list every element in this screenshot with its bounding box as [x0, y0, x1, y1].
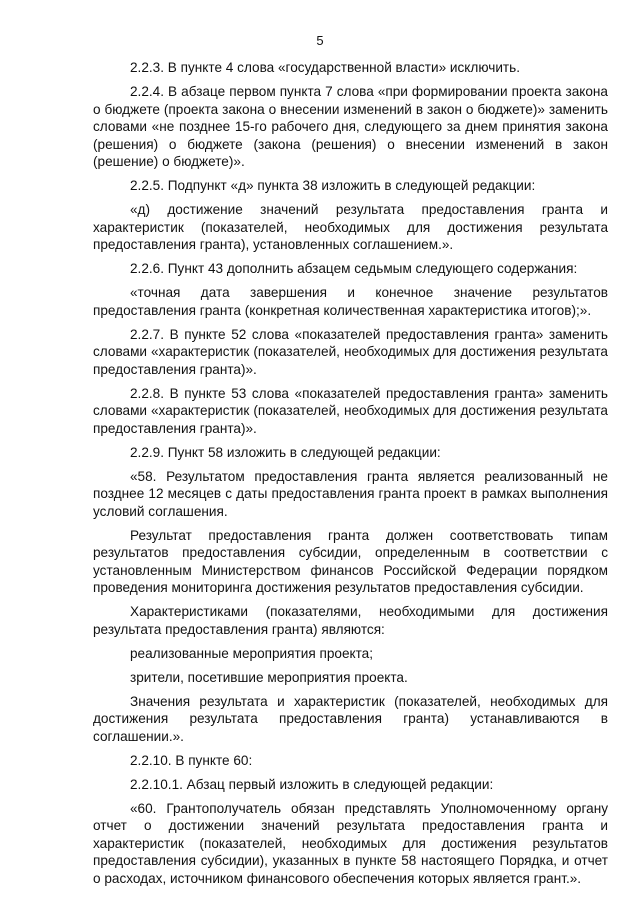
- paragraph-point-58: «58. Результатом предоставления гранта является реализованный не позднее 12 месяцев с даты предоставления гранта проект в рамках выполнения условий соглашения.: [93, 468, 608, 519]
- list-item-visitors: зрители, посетившие мероприятия проекта.: [130, 669, 408, 685]
- paragraph-values-agreement: Значения результата и характеристик (показателей, необходимых для достижения результата предоставления гранта) устанавливаются в соглашении.».: [93, 693, 608, 744]
- paragraph-2-2-4: 2.2.4. В абзаце первом пункта 7 слова «при формировании проекта закона о бюджете (проекта закона о внесении изменений в закон о бюджете)» заменить словами «не позднее 15-го рабочего дня, следующего за днем принятия закона (решения) о бюджете (закона (решения) о внесении изменений в закон (решение) о бюджете)».: [93, 84, 608, 169]
- paragraph-2-2-5: 2.2.5. Подпункт «д» пункта 38 изложить в следующей редакции:: [130, 178, 536, 193]
- paragraph-completion-date: «точная дата завершения и конечное значение результатов предоставления гранта (конкретная количественная характеристика итогов);».: [93, 285, 608, 318]
- paragraph-characteristics: Характеристиками (показателями, необходимыми для достижения результата предоставления гранта) являются:: [93, 604, 608, 637]
- paragraph-2-2-6: 2.2.6. Пункт 43 дополнить абзацем седьмым следующего содержания:: [130, 261, 578, 276]
- paragraph-2-2-10-1: 2.2.10.1. Абзац первый изложить в следующей редакции:: [130, 776, 494, 792]
- paragraph-2-2-8: 2.2.8. В пункте 53 слова «показателей предоставления гранта» заменить словами «характеристик (показателей, необходимых для достижения результата предоставления гранта)».: [93, 385, 608, 436]
- page-number: 5: [316, 33, 324, 48]
- list-item-events: реализованные мероприятия проекта;: [130, 645, 374, 661]
- paragraph-2-2-9: 2.2.9. Пункт 58 изложить в следующей редакции:: [130, 444, 441, 460]
- paragraph-2-2-7: 2.2.7. В пункте 52 слова «показателей предоставления гранта» заменить словами «характеристик (показателей, необходимых для достижения результата предоставления гранта)».: [93, 326, 608, 377]
- document-body: [93, 59, 608, 894]
- paragraph-subpoint-d: «д) достижение значений результата предоставления гранта и характеристик (показателей, необходимых для достижения результата предоставления гранта), установленных соглашением.».: [93, 202, 608, 252]
- paragraph-result-types: Результат предоставления гранта должен соответствовать типам результатов предоставления субсидии, определенным в соответствии с установленным Министерством финансов Российской Федерации порядком проведения мониторинга достижения результатов предоставления субсидии.: [93, 527, 608, 595]
- paragraph-2-2-10: 2.2.10. В пункте 60:: [130, 752, 253, 768]
- paragraph-point-60: «60. Грантополучатель обязан представлять Уполномоченному органу отчет о достижении значений результата предоставления гранта и характеристик (показателей, необходимых для достижения результатов предоставления субсидии), указанных в пункте 58 настоящего Порядка, и отчет о расходах, источником финансового обеспечения которых является грант.».: [93, 800, 608, 886]
- paragraph-2-2-3: 2.2.3. В пункте 4 слова «государственной власти» исключить.: [130, 60, 520, 75]
